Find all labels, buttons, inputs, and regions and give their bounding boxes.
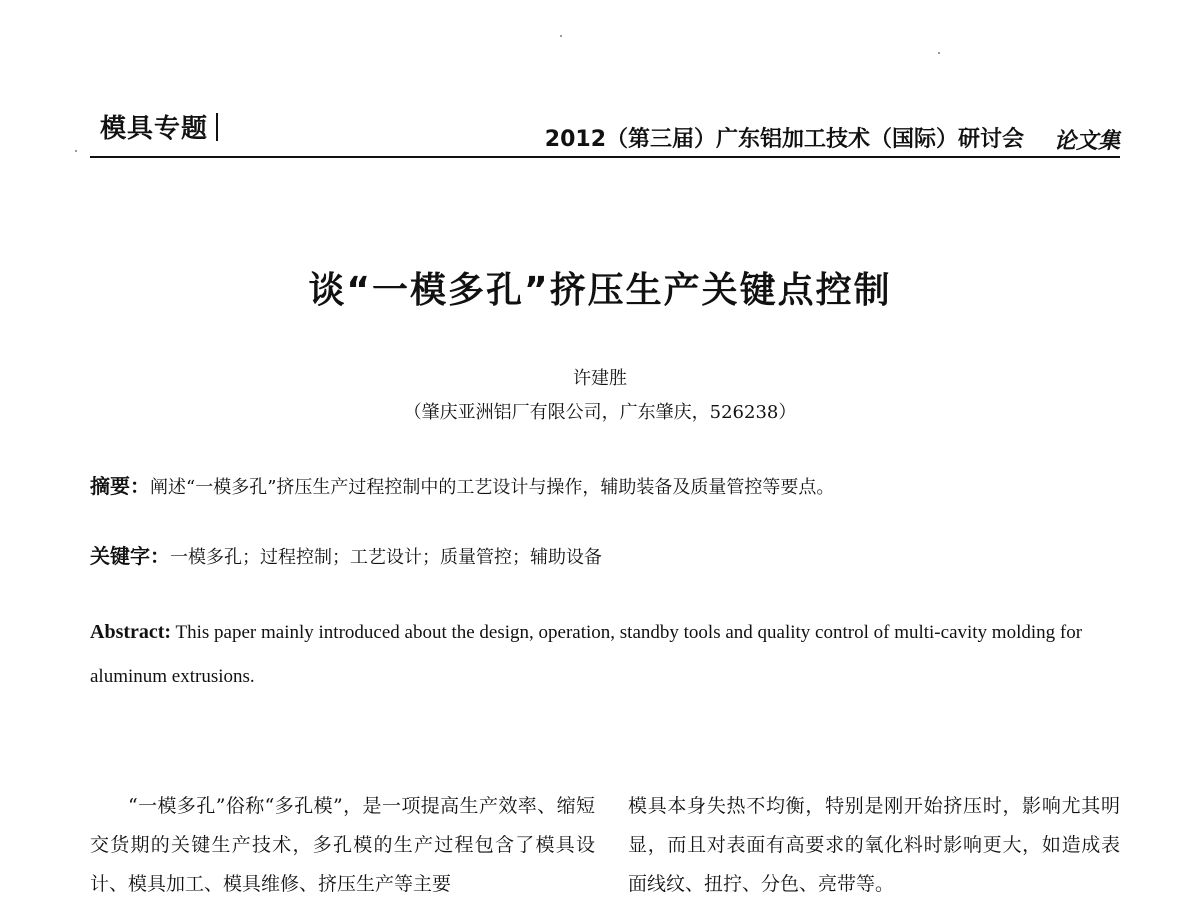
header-divider	[216, 113, 218, 141]
abstract-en-text: This paper mainly introduced about the design, operation, standby tools and quality control of multi-cavity molding for aluminum extrusions.	[90, 622, 1083, 687]
scan-speck	[938, 52, 940, 54]
body-column-left: “一模多孔”俗称“多孔模”，是一项提高生产效率、缩短交货期的关键生产技术，多孔模的生产过程包含了模具设计、模具加工、模具维修、挤压生产等主要	[90, 795, 595, 895]
abstract-en-label: Abstract:	[90, 621, 172, 643]
keywords-text: 一模多孔；过程控制；工艺设计；质量管控；辅助设备	[170, 547, 602, 568]
abstract-english	[90, 610, 1120, 699]
journal-title: 2012（第三届）广东铝加工技术（国际）研讨会	[544, 127, 1024, 152]
article-author: 许建胜	[573, 368, 627, 389]
keywords-label: 关键字：	[90, 544, 170, 568]
scan-speck	[75, 150, 77, 152]
section-label-text: 模具专题	[100, 114, 209, 144]
scan-speck	[560, 35, 562, 37]
section-label	[100, 108, 218, 145]
article-title: 谈“一模多孔”挤压生产关键点控制	[308, 270, 892, 311]
journal-tag: 论文集	[1053, 128, 1120, 154]
abstract-cn-label: 摘要：	[90, 474, 150, 498]
keywords	[90, 540, 1120, 569]
body-column-right: 模具本身失热不均衡，特别是刚开始挤压时，影响尤其明显，而且对表面有高要求的氧化料时影响更大，如造成表面线纹、扭拧、分色、亮带等。	[628, 795, 1120, 895]
abstract-chinese	[90, 470, 1120, 499]
author-affiliation: （肇庆亚洲铝厂有限公司，广东肇庆，526238）	[403, 402, 797, 423]
running-header	[90, 100, 1120, 158]
abstract-cn-text: 阐述“一模多孔”挤压生产过程控制中的工艺设计与操作，辅助装备及质量管控等要点。	[150, 477, 835, 498]
